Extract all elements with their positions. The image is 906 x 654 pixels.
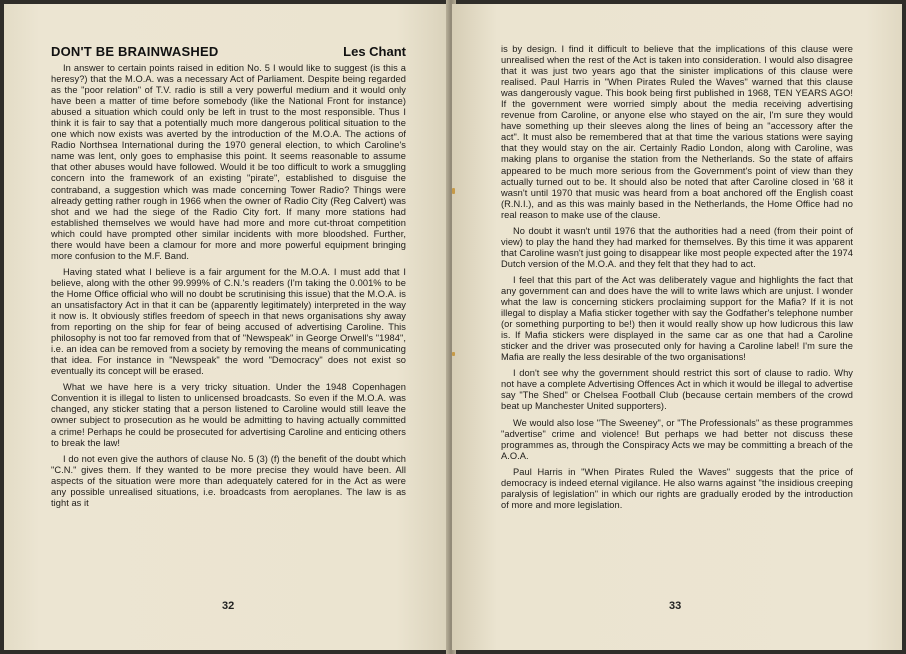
paragraph: We would also lose "The Sweeney", or "The Professionals" as these programmes "advertise" crime and violence! But perhaps we had better not discuss these programmes as, through the Conspiracy Acts we may be committing a breach of the A.O.A. [501,417,853,461]
article-author: Les Chant [343,44,406,59]
page-number: 32 [222,600,235,612]
paragraph: In answer to certain points raised in edition No. 5 I would like to suggest (is this a heresy?) that the M.O.A. was a necessary Act of Parliament. Despite being regarded as the "poor relation" of T.V. radio is still a very powerful medium and it would only have been a matter of time before somebody (like the National Front for instance) abused a situation which could only be left in trust to the most responsible. Thus I think it is fair to say that a potentially much more dangerous political situation to the one which now exists was averted by the introduction of the M.O.A. The actions of Radio Northsea International during the 1970 general election, to which Caroline's name was lent, only goes to emphasise this point. It seems reasonable to assume that other abuses would have followed. Would it be too difficult to work a smuggling concern into the framework of an existing "pirate", established to disguise the contraband, a suggestion which was made concerning Tower Radio? Things were already getting rather rough in 1966 when the owner of Radio City (Reg Calvert) was shot and we had the siege of the Radio City fort. If many more stations had established themselves we would have had more and more cut-throat competition which could have prompted other similar incidents with more bloodshed. Further, there would have been a clamour for more and more powerful equipment bringing more confusion to the M.F. Band. [51,63,406,261]
paper-speck [452,352,455,356]
paragraph: I feel that this part of the Act was deliberately vague and highlights the fact that any government can and does have the will to write laws which are unjust. I wonder what the law is concerning stickers proclaiming support for the Mafia? If it is not illegal to display a Mafia sticker together with say the Godfather's telephone number (or something purporting to be!) then it would really show up how ludicrous this law is. If Mafia stickers were displayed in the same car as one that had a Caroline sticker and the driver was prosecuted only for having a Caroline label! I'm sure the Mafia are really the less desirable of the two organisations! [501,274,853,363]
paragraph: No doubt it wasn't until 1976 that the authorities had a need (from their point of view) to play the hand they had marked for themselves. By this time it was apparent that Caroline wasn't just going to disappear like most people expected after the 1974 Dutch version of the M.O.A. and they felt that they had to act. [501,225,853,269]
left-page-text [51,63,406,514]
right-page-text [501,44,853,516]
article-title: DON'T BE BRAINWASHED [51,44,219,59]
page-number: 33 [669,600,682,612]
paper-speck [452,188,455,194]
article-header [51,44,406,60]
right-page [452,4,902,650]
left-page [4,4,450,650]
paragraph: Paul Harris in "When Pirates Ruled the Waves" suggests that the price of democracy is indeed eternal vigilance. He also warns against "the insidious creeping paralysis of legislation" in which our rights are gradually eroded by the introduction of more and more legislation. [501,466,853,510]
paragraph: Having stated what I believe is a fair argument for the M.O.A. I must add that I believe, along with the other 99.999% of C.N.'s readers (I'm taking the 0.001% to be the Home Office official who will no doubt be scrutinising this issue) that the M.O.A. is an unsatisfactory Act in that it can be (apparently legitimately) interpreted in the way it now is. It obviously stifles freedom of speech in that news organisations shy away from reporting on the ship for fear of being accused of advertising Caroline. This philosophy is not too far removed from that of "Newspeak" in George Orwell's "1984", i.e. an idea can be removed from a society by removing the means of communicating that idea. For instance in "Newspeak" the word "Democracy" does not exist so eventually its concept will be erased. [51,266,406,377]
paragraph: What we have here is a very tricky situation. Under the 1948 Copenhagen Convention it is illegal to listen to unlicensed broadcasts. So even if the M.O.A. was changed, any sticker stating that a person listened to Caroline would still leave the owner subject to prosecution as he would be admitting to having actually committed a crime! Perhaps he could be prosecuted for advertising Caroline and enticing others to break the law! [51,382,406,448]
paragraph: I do not even give the authors of clause No. 5 (3) (f) the benefit of the doubt which "C.N." gives them. If they wanted to be more precise they would have been. All aspects of the situation were more than adequately catered for in the Act as were any possible unrealised situations, i.e. broadcasts from aeroplanes. The law is as tight as it [51,453,406,508]
paragraph: I don't see why the government should restrict this sort of clause to radio. Why not have a complete Advertising Offences Act in which it would be illegal to advertise say "The Shed" or Chelsea Football Club (because certain members of the crowd beat up Manchester United supporters). [501,368,853,412]
paragraph: is by design. I find it difficult to believe that the implications of this clause were unrealised when the rest of the Act is taken into consideration. I would also disagree that it was just two years ago that the sinister implications of this clause were realised. Paul Harris in "When Pirates Ruled the Waves" warned that this clause was dangerously vague. This book being first published in 1968, TEN YEARS AGO! If the government were worried simply about the media receiving advertising revenue from Caroline, or anyone else who stayed on the air, I'm sure they would have something up their sleeves along the lines of being an "accessory after the act". It must also be remembered that at that time the various stations were saying that they would stay on the air. Certainly Radio London, along with Caroline, was making plans to organise the station from the Netherlands. So the state of affairs appeared to be much more serious from the Government's point of view than they actually turned out to be. It should also be noted that after Caroline closed in '68 it wasn't until 1970 that music was heard from a boat anchored off the English coast (R.N.I.), and as this was mainly based in the Netherlands, the Home Office had no real reason to make use of the clause. [501,44,853,220]
